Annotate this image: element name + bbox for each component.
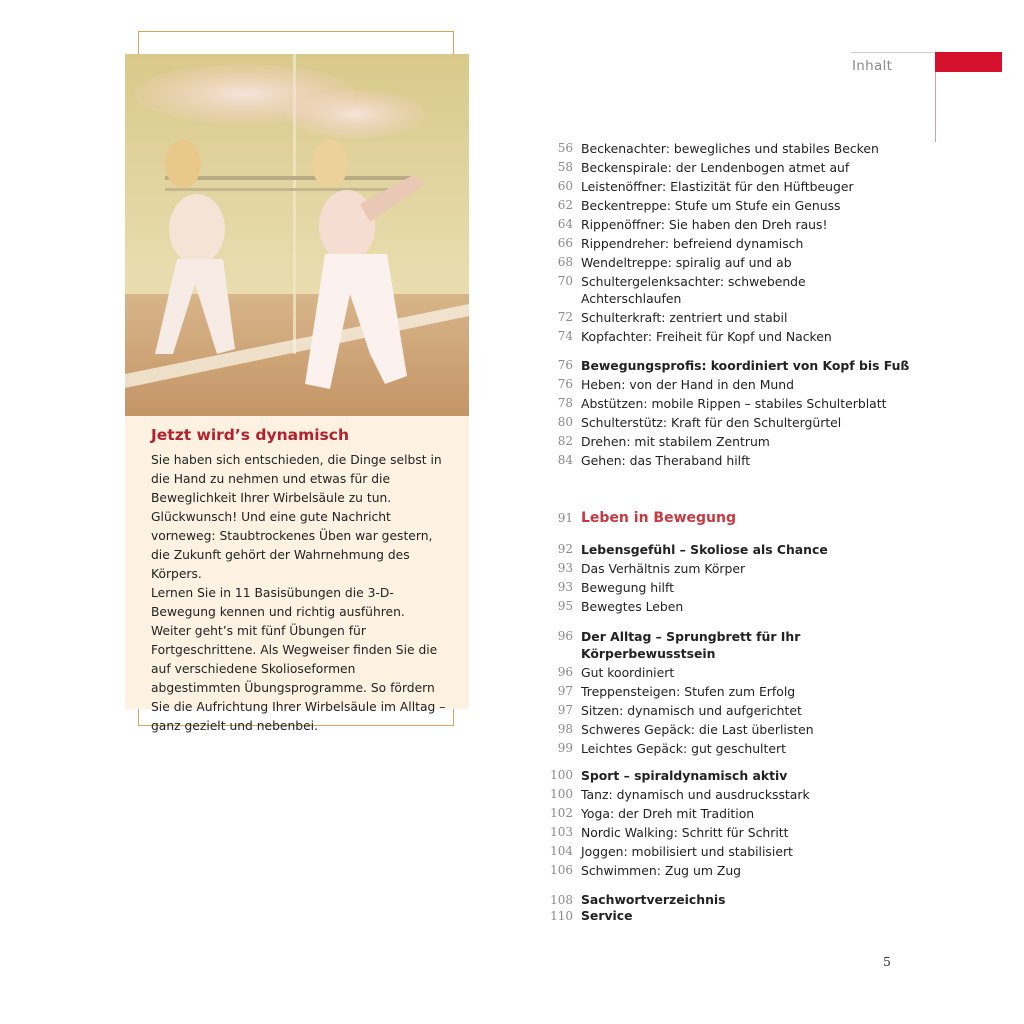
toc-entry[interactable]: 78 Abstützen: mobile Rippen – stabiles Schulterblatt: [557, 396, 887, 411]
toc-entry[interactable]: 98 Schweres Gepäck: die Last überlisten: [557, 722, 814, 737]
toc-entry[interactable]: 64 Rippenöffner: Sie haben den Dreh raus!: [557, 217, 828, 232]
toc-heading[interactable]: 76 Bewegungsprofis: koordiniert von Kopf bis Fuß: [557, 358, 910, 373]
header-accent-bar: [935, 52, 1002, 72]
toc-entry[interactable]: 60 Leistenöffner: Elastizität für den Hüftbeuger: [557, 179, 854, 194]
dance-studio-illustration: [125, 54, 469, 416]
toc-group-appendix: [540, 892, 900, 924]
toc-entry[interactable]: 68 Wendeltreppe: spiralig auf und ab: [557, 255, 792, 270]
toc-entry[interactable]: 74 Kopfachter: Freiheit für Kopf und Nacken: [557, 329, 832, 344]
section-title: Inhalt: [852, 58, 893, 74]
toc-entry[interactable]: 62 Beckentreppe: Stufe um Stufe ein Genuss: [557, 198, 841, 213]
toc-entry[interactable]: 96 Gut koordiniert: [557, 665, 675, 680]
toc-entry[interactable]: 56 Beckenachter: bewegliches und stabiles Becken: [557, 141, 879, 156]
toc-heading[interactable]: 96 Der Alltag – Sprungbrett für Ihr Körperbewusstsein: [557, 629, 801, 661]
toc-entry[interactable]: 99 Leichtes Gepäck: gut geschultert: [557, 741, 786, 756]
toc-group-sport: [540, 766, 900, 880]
toc-entry[interactable]: 93 Das Verhältnis zum Körper: [557, 561, 746, 576]
intro-title: Jetzt wird’s dynamisch: [151, 426, 350, 444]
toc-entry[interactable]: 100 Tanz: dynamisch und ausdrucksstark: [550, 787, 810, 802]
toc-group-profis: [540, 356, 910, 470]
toc-entry[interactable]: 84 Gehen: das Theraband hilft: [557, 453, 751, 468]
header-rule: [851, 52, 936, 53]
toc-section-heading[interactable]: 91 Leben in Bewegung: [557, 510, 736, 526]
toc-entry[interactable]: 70 Schultergelenksachter: schwebende Achterschlaufen: [557, 274, 806, 306]
toc-entry[interactable]: 95 Bewegtes Leben: [557, 599, 684, 614]
toc-entry[interactable]: 97 Treppensteigen: Stufen zum Erfolg: [557, 684, 796, 699]
toc-group-alltag: [540, 627, 900, 758]
toc-heading[interactable]: 108 Sachwortverzeichnis: [550, 892, 726, 907]
toc-entry[interactable]: 76 Heben: von der Hand in den Mund: [557, 377, 794, 392]
toc-entry[interactable]: 97 Sitzen: dynamisch und aufgerichtet: [557, 703, 802, 718]
toc-entry[interactable]: 93 Bewegung hilft: [557, 580, 674, 595]
toc-entry[interactable]: 104 Joggen: mobilisiert und stabilisiert: [550, 844, 793, 859]
toc-heading[interactable]: 110 Service: [550, 908, 633, 923]
toc-entry[interactable]: 66 Rippendreher: befreiend dynamisch: [557, 236, 804, 251]
toc-entry[interactable]: 102 Yoga: der Dreh mit Tradition: [550, 806, 755, 821]
toc-group-lebensgefuehl: [540, 540, 900, 616]
toc-heading[interactable]: 100 Sport – spiraldynamisch aktiv: [550, 768, 788, 783]
intro-paragraph-2: Lernen Sie in 11 Basisübungen die 3-D-Bewegung kennen und richtig ausführen. Weiter geht’s mit fünf Übungen für Fortgeschrittene. Als Wegweiser finden Sie die auf verschiedene Skolioseformen abgestimmten Übungsprogramme. So fördern Sie die Aufrichtung Ihrer Wirbelsäule im Alltag – ganz gezielt und nebenbei.: [151, 586, 446, 733]
toc-entry[interactable]: 58 Beckenspirale: der Lendenbogen atmet auf: [557, 160, 850, 175]
page-number: 5: [883, 954, 891, 969]
toc-entry[interactable]: 106 Schwimmen: Zug um Zug: [550, 863, 742, 878]
intro-text: [151, 451, 447, 736]
toc-group-exercises: [540, 139, 900, 346]
toc-entry[interactable]: 103 Nordic Walking: Schritt für Schritt: [550, 825, 789, 840]
toc-entry[interactable]: 82 Drehen: mit stabilem Zentrum: [557, 434, 770, 449]
toc-section: [540, 509, 900, 528]
toc-heading[interactable]: 92 Lebensgefühl – Skoliose als Chance: [557, 542, 828, 557]
toc-entry[interactable]: 80 Schulterstütz: Kraft für den Schultergürtel: [557, 415, 842, 430]
intro-paragraph-1: Sie haben sich entschieden, die Dinge selbst in die Hand zu nehmen und etwas für die Beweglichkeit Ihrer Wirbelsäule zu tun. Glückwunsch! Und eine gute Nachricht vorneweg: Staubtrockenes Üben war gestern, die Zukunft gehört der Wahrnehmung des Körpers.: [151, 453, 442, 581]
toc-entry[interactable]: 72 Schulterkraft: zentriert und stabil: [557, 310, 788, 325]
dancer-photo: [125, 54, 469, 416]
